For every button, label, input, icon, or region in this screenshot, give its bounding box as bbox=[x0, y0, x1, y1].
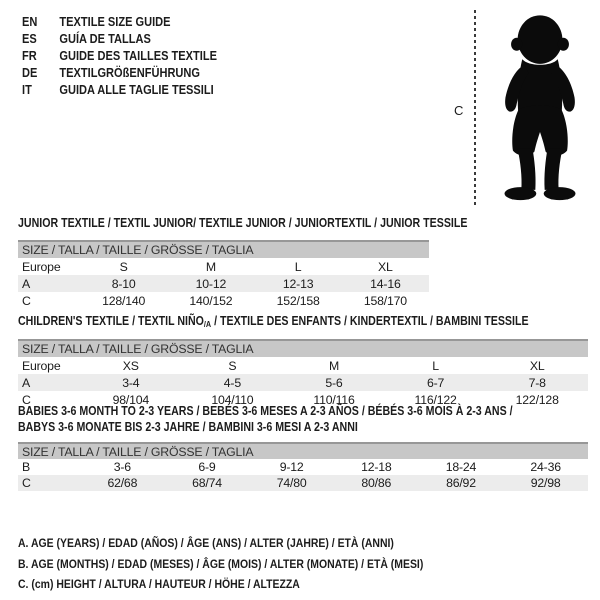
size-cell: 5-6 bbox=[283, 374, 385, 391]
size-cell: 12-13 bbox=[255, 275, 342, 292]
size-cell: S bbox=[228, 358, 237, 373]
size-cell: 8-10 bbox=[80, 275, 167, 292]
size-cell: 128/140 bbox=[102, 293, 146, 308]
size-cell: 80/86 bbox=[334, 475, 419, 491]
size-cell: 92/98 bbox=[503, 475, 588, 491]
footnote-b: B. AGE (MONTHS) / EDAD (MESES) / ÂGE (MOIS) / ALTER (MONATE) / ETÀ (MESI) bbox=[18, 556, 424, 571]
size-cell: XL bbox=[378, 259, 393, 274]
language-code: DE bbox=[22, 65, 38, 80]
size-cell: 6-9 bbox=[198, 460, 216, 474]
table-row bbox=[18, 475, 588, 491]
footnote-c: C. (cm) HEIGHT / ALTURA / HAUTEUR / HÖHE / ALTEZZA bbox=[18, 577, 300, 591]
size-cell: 158/170 bbox=[363, 293, 407, 308]
size-cell: 68/74 bbox=[165, 475, 250, 491]
language-title: TEXTILE SIZE GUIDE bbox=[59, 14, 171, 29]
language-row bbox=[22, 64, 217, 81]
row-label-cell: C bbox=[18, 475, 80, 491]
baby-figure bbox=[448, 6, 598, 218]
title-part: CHILDREN'S TEXTILE / TEXTIL NIÑO bbox=[18, 314, 204, 328]
children-size-table bbox=[18, 339, 588, 408]
size-cell: S bbox=[119, 259, 128, 274]
babies-size-table bbox=[18, 442, 588, 491]
language-row bbox=[22, 13, 217, 30]
size-header-cell: SIZE / TALLA / TAILLE / GRÖSSE / TAGLIA bbox=[18, 340, 588, 357]
language-code: FR bbox=[22, 48, 37, 63]
table-row bbox=[18, 374, 588, 391]
section-babies bbox=[18, 404, 588, 491]
size-cell: 24-36 bbox=[530, 460, 561, 474]
language-row bbox=[22, 81, 217, 98]
language-code: ES bbox=[22, 31, 37, 46]
size-cell: 86/92 bbox=[419, 475, 504, 491]
row-label-cell: A bbox=[18, 374, 80, 391]
size-cell: 6-7 bbox=[385, 374, 487, 391]
table-header-row bbox=[18, 241, 429, 258]
height-measure-line bbox=[474, 10, 476, 208]
size-cell: 116/122 bbox=[414, 392, 457, 407]
table-header-row bbox=[18, 443, 588, 459]
size-header-cell: SIZE / TALLA / TAILLE / GRÖSSE / TAGLIA bbox=[18, 241, 429, 258]
size-cell: 104/110 bbox=[211, 392, 254, 407]
size-cell: M bbox=[205, 259, 216, 274]
table-row bbox=[18, 258, 429, 275]
baby-silhouette-icon bbox=[484, 8, 596, 214]
footnotes bbox=[18, 533, 423, 595]
row-label-cell: C bbox=[22, 392, 31, 407]
size-cell: 3-4 bbox=[80, 374, 182, 391]
size-cell: 122/128 bbox=[515, 392, 559, 407]
size-cell: 9-12 bbox=[279, 460, 304, 474]
table-row bbox=[18, 292, 429, 309]
size-cell: 62/68 bbox=[80, 475, 165, 491]
section-junior bbox=[18, 216, 468, 309]
language-title: GUIDE DES TAILLES TEXTILE bbox=[59, 48, 217, 63]
size-cell: 14-16 bbox=[342, 275, 429, 292]
size-cell: M bbox=[328, 358, 339, 373]
size-header-cell: SIZE / TALLA / TAILLE / GRÖSSE / TAGLIA bbox=[18, 443, 588, 459]
size-cell: 3-6 bbox=[113, 460, 131, 474]
junior-size-table bbox=[18, 240, 429, 309]
language-title-list bbox=[22, 13, 217, 98]
section-junior-title: JUNIOR TEXTILE / TEXTIL JUNIOR/ TEXTILE JUNIOR / JUNIORTEXTIL / JUNIOR TESSILE bbox=[18, 216, 468, 230]
size-cell: 110/116 bbox=[313, 392, 355, 407]
row-label-cell: Europe bbox=[22, 259, 61, 274]
size-cell: L bbox=[432, 358, 439, 373]
language-title: TEXTILGRÖßENFÜHRUNG bbox=[59, 65, 200, 80]
size-cell: XS bbox=[122, 358, 139, 373]
height-label: C bbox=[454, 103, 464, 118]
size-cell: 18-24 bbox=[445, 460, 477, 474]
size-cell: 140/152 bbox=[189, 293, 233, 308]
table-row bbox=[18, 275, 429, 292]
row-label-cell: Europe bbox=[22, 358, 61, 373]
size-cell: 10-12 bbox=[167, 275, 254, 292]
section-children bbox=[18, 315, 588, 408]
language-title: GUIDA ALLE TAGLIE TESSILI bbox=[59, 82, 214, 97]
size-cell: L bbox=[294, 259, 302, 274]
section-children-title bbox=[18, 314, 529, 331]
table-header-row bbox=[18, 340, 588, 357]
title-subscript: /A bbox=[203, 319, 212, 329]
table-row bbox=[18, 357, 588, 374]
language-row bbox=[22, 30, 217, 47]
size-cell: 98/104 bbox=[112, 392, 149, 407]
section-babies-title-line1: BABIES 3-6 MONTH TO 2-3 YEARS / BEBÉS 3-6 MESES A 2-3 AÑOS / BÉBÉS 3-6 MOIS À 2-3 ANS / bbox=[18, 404, 513, 418]
size-cell: 4-5 bbox=[182, 374, 284, 391]
size-cell: 74/80 bbox=[249, 475, 334, 491]
row-label-cell: B bbox=[22, 460, 31, 474]
language-title: GUÍA DE TALLAS bbox=[59, 31, 151, 46]
language-row bbox=[22, 47, 217, 64]
size-cell: 7-8 bbox=[486, 374, 588, 391]
footnote-a: A. AGE (YEARS) / EDAD (AÑOS) / ÂGE (ANS) / ALTER (JAHRE) / ETÀ (ANNI) bbox=[18, 536, 394, 550]
title-part: / TEXTILE DES ENFANTS / KINDERTEXTIL / BAMBINI TESSILE bbox=[211, 314, 529, 328]
row-label-cell: C bbox=[22, 293, 31, 308]
language-code: EN bbox=[22, 14, 38, 29]
size-cell: XL bbox=[529, 358, 545, 373]
row-label-cell: A bbox=[18, 275, 80, 292]
section-babies-title-line2: BABYS 3-6 MONATE BIS 2-3 JAHRE / BAMBINI 3-6 MESI A 2-3 ANNI bbox=[18, 419, 358, 434]
table-row bbox=[18, 459, 588, 475]
size-cell: 152/158 bbox=[276, 293, 320, 308]
language-code: IT bbox=[22, 82, 32, 97]
size-cell: 12-18 bbox=[361, 460, 392, 474]
